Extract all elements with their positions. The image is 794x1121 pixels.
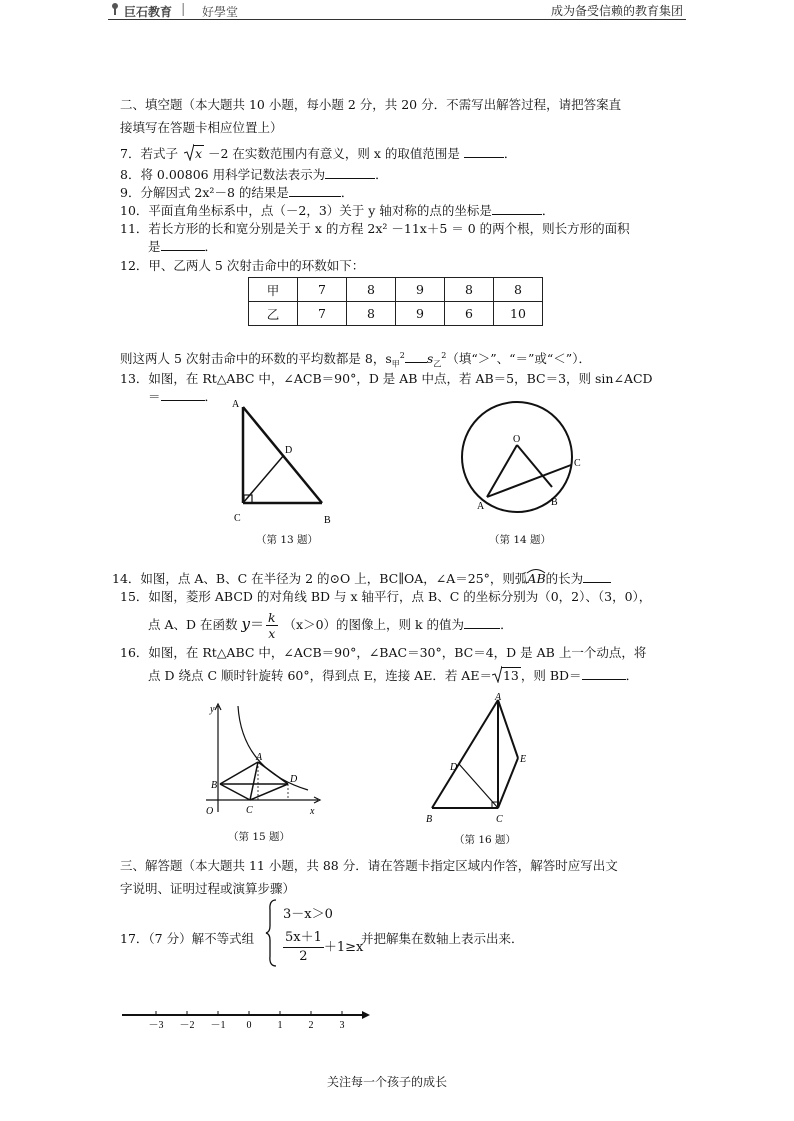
q17-fraction [283,929,324,966]
numberline-tick-label: 1 [277,1020,283,1031]
q17-frac-den: 2 [299,949,308,964]
question-7 [120,144,516,162]
q15-frac-num: k [267,610,276,625]
q7-sqrt [184,146,204,161]
table-row [249,302,543,326]
table-cell: 乙 [249,302,298,326]
question-16-line1: 16．如图，在 Rt△ABC 中，∠ACB＝90°，∠BAC＝30°，BC＝4，D 是 AB 上一个动点，将 [120,645,647,660]
section3-heading-line1: 三、解答题（本大题共 11 小题，共 88 分．请在答题卡指定区域内作答，解答时应写出文 [120,858,618,873]
question-16-line2 [148,666,638,684]
numberline-tick-label: －2 [179,1020,195,1031]
sqrt-sign-icon [492,665,502,683]
answer-blank[interactable] [464,616,500,629]
q10-text: 10．平面直角坐标系中，点（－2，3）关于 y 轴对称的点的坐标是 [120,203,492,218]
q10-end: ． [541,203,555,218]
fig16-label-e: E [520,754,527,765]
q11-end: ． [204,239,218,254]
q15-fraction [266,610,278,641]
answer-blank[interactable] [405,350,427,363]
sqrt-sign-icon [184,143,194,161]
fig14-label-a: A [477,501,485,512]
q16-sqrt [492,668,521,683]
fig16-label-c: C [496,814,503,825]
q11-pre: 是 [148,239,161,254]
logo-text: 巨石教育 [124,5,173,19]
table-cell: 10 [494,302,543,326]
question-17-label: 17．（7 分）解不等式组 [120,931,255,946]
question-11-line1: 11．若长方形的长和宽分别是关于 x 的方程 2x² －11x＋5 ＝ 0 的两个根，则长方形的面积 [120,221,630,236]
table-cell: 6 [445,302,494,326]
figure-14 [455,395,585,520]
answer-blank[interactable] [582,667,626,680]
question-13-line1: 13．如图，在 Rt△ABC 中，∠ACB＝90°，D 是 AB 中点，若 AB＝5，BC＝3，则 sin∠ACD [120,371,653,386]
fig15-label-d: D [290,774,298,785]
fig13-label-c: C [234,513,241,524]
question-14 [112,569,611,587]
table-cell: 8 [347,302,396,326]
number-line [118,1005,378,1033]
numberline-tick-label: －3 [148,1020,164,1031]
question-12-intro: 12．甲、乙两人 5 次射击命中的环数如下： [120,258,365,273]
fig13-label-d: D [285,445,293,456]
q9-end: ． [340,185,354,200]
q16-pre: 点 D 绕点 C 顺时针旋转 60°，得到点 E，连接 AE．若 AE＝ [148,668,492,683]
fig14-label-b: B [551,497,558,508]
q17-frac-num: 5x＋1 [283,929,324,948]
table-cell: 8 [445,278,494,302]
q17-ineq2-post: ＋1≥x [323,940,364,955]
fig14-label-c: C [574,458,581,469]
q12-mid: s [426,351,434,366]
q15-func-y: y [241,615,250,633]
fig16-label-d: D [450,762,458,773]
question-8 [120,165,388,183]
question-15-line2: 点 A、D 在函数 y＝ $\frac{k}{x}$ （x＞0）的图像上，则 k 的值为 ． [148,610,513,641]
figure-14-caption: （第 14 题） [489,534,552,546]
answer-blank[interactable] [492,202,542,215]
answer-blank[interactable] [325,166,375,179]
fig15-label-a: A [256,752,263,763]
table-cell: 7 [298,302,347,326]
q12-sub-b: 乙 [433,359,442,369]
q13-pre: ＝ [148,389,161,404]
q8-end: ． [375,167,388,182]
answer-blank[interactable] [289,184,341,197]
numberline-tick-label: 2 [308,1020,314,1031]
q14-post: 的长为 [545,571,584,586]
header-slogan: 成为备受信赖的教育集团 [551,4,684,18]
question-15-line1: 15．如图，菱形 ABCD 的对角线 BD 与 x 轴平行，点 B、C 的坐标分别为（0，2）、（3，0）， [120,589,652,604]
q8-text: 8．将 0.00806 用科学记数法表示为 [120,167,326,182]
q14-pre: 14．如图，点 A、B、C 在半径为 2 的⊙O 上，BC∥OA，∠A＝25°，则弧 [112,571,528,586]
score-table [248,277,543,326]
question-10 [120,201,554,219]
fig15-label-y: y [210,704,215,715]
section3-heading-line2: 字说明、证明过程或演算步骤） [120,881,296,896]
fig15-label-c: C [246,805,253,816]
q7-pre: 7．若式子 [120,146,178,161]
q14-arc [527,571,545,586]
numberline-tick-label: －1 [210,1020,226,1031]
left-brace-icon [264,898,278,968]
q7-radicand: x [194,146,202,161]
q16-radicand: 13 [502,668,519,683]
fig13-label-a: A [232,399,240,410]
table-cell: 9 [396,278,445,302]
table-cell: 7 [298,278,347,302]
fig15-label-b: B [211,780,218,791]
table-cell: 8 [347,278,396,302]
q12-after-post: （填“＞”、“＝”或“＜”）． [446,351,591,366]
q14-arc-label: AB [527,571,546,586]
q15-end: ． [500,617,513,632]
fig15-label-x: x [310,806,315,817]
fig16-label-a: A [495,692,502,703]
logo-text-secondary: 好學堂 [202,5,239,19]
table-cell: 甲 [249,278,298,302]
question-17-post: 并把解集在数轴上表示出来． [361,931,524,946]
fig14-label-o: O [513,434,521,445]
logo-icon [108,2,122,16]
question-11-line2 [148,237,217,255]
question-12-after [120,349,591,370]
question-9 [120,183,353,201]
figure-13 [226,395,346,530]
footer-slogan: 关注每一个孩子的成长 [327,1075,448,1089]
q7-post: －2 在实数范围内有意义，则 x 的取值范围是 [207,146,460,161]
answer-blank[interactable] [464,145,504,158]
q12-sq-b: 2 [441,350,447,360]
fig16-label-b: B [426,814,433,825]
q16-post: ，则 BD＝ [520,668,582,683]
q15-pre: 点 A、D 在函数 [148,617,238,632]
answer-blank[interactable] [161,238,205,251]
fig15-label-o: O [206,806,214,817]
answer-blank[interactable] [583,570,611,583]
figure-16 [420,692,540,827]
q15-frac-den: x [268,626,276,641]
section2-heading-line2: 接填写在答题卡相应位置上） [120,120,283,135]
numberline-tick-label: 0 [246,1020,252,1031]
q16-end: ． [625,668,639,683]
figure-13-caption: （第 13 题） [256,534,319,546]
q12-after-pre: 则这两人 5 次射击命中的环数的平均数都是 8，s [120,351,392,366]
numberline-tick-label: 3 [339,1020,345,1031]
q7-end: ． [503,146,517,161]
q17-inequality-1: 3－x＞0 [283,907,333,922]
table-cell: 9 [396,302,445,326]
question-13-line2 [148,387,217,405]
answer-blank[interactable] [161,388,205,401]
figure-16-caption: （第 16 题） [454,834,517,846]
fig13-label-b: B [324,515,331,526]
q13-end: ． [204,389,218,404]
figure-15-caption: （第 15 题） [228,831,291,843]
section2-heading-line1: 二、填空题（本大题共 10 小题，每小题 2 分，共 20 分．不需写出解答过程，请把答案直 [120,97,622,112]
arc-sign-icon [526,568,546,574]
q9-text: 9．分解因式 2x²－8 的结果是 [120,185,289,200]
q15-post: （x＞0）的图像上，则 k 的值为 [283,617,465,632]
figure-15 [198,700,328,825]
q17-inequality-2 [283,929,363,966]
header-divider [108,19,686,20]
logo-separator: | [181,2,186,17]
table-row [249,278,543,302]
q12-sq-a: 2 [399,350,405,360]
q12-sub-a: 甲 [391,359,400,369]
table-cell: 8 [494,278,543,302]
